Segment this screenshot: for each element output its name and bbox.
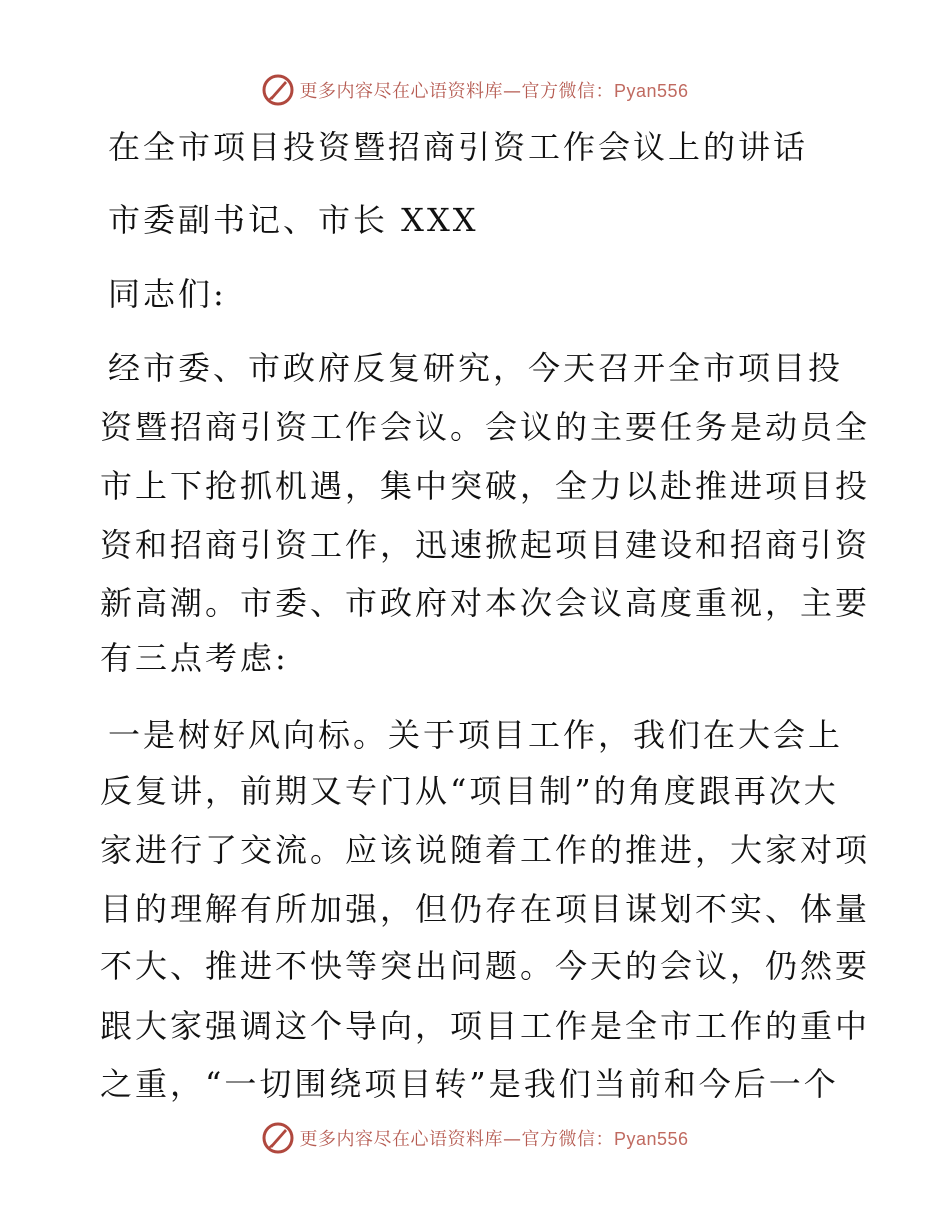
watermark-text: 更多内容尽在心语资料库—官方微信：Pyan556: [299, 1129, 689, 1150]
paragraph-line: 之重，“一切围绕项目转”是我们当前和今后一个: [100, 1065, 839, 1103]
greeting: 同志们:: [108, 275, 227, 313]
document-title: 在全市项目投资暨招商引资工作会议上的讲话: [108, 128, 809, 166]
watermark-text: 更多内容尽在心语资料库—官方微信：Pyan556: [299, 81, 689, 102]
paragraph-line: 有三点考虑:: [100, 639, 289, 677]
paragraph-line: 一是树好风向标。关于项目工作，我们在大会上: [108, 716, 844, 754]
speaker-line: 市委副书记、市长 XXX: [108, 201, 479, 239]
paragraph-line: 跟大家强调这个导向，项目工作是全市工作的重中: [100, 1007, 871, 1045]
quill-logo-icon: [261, 73, 295, 107]
paragraph-line: 经市委、市政府反复研究，今天召开全市项目投: [108, 349, 844, 387]
paragraph-line: 市上下抢抓机遇，集中突破，全力以赴推进项目投: [100, 467, 871, 505]
header-watermark-banner: [0, 70, 950, 110]
paragraph-line: 家进行了交流。应该说随着工作的推进，大家对项: [100, 831, 871, 869]
quill-logo-icon: [261, 1121, 295, 1155]
paragraph-line: 资暨招商引资工作会议。会议的主要任务是动员全: [100, 408, 871, 446]
paragraph-line: 新高潮。市委、市政府对本次会议高度重视，主要: [100, 584, 871, 622]
paragraph-line: 反复讲，前期又专门从“项目制”的角度跟再次大: [100, 772, 839, 810]
paragraph-line: 资和招商引资工作，迅速掀起项目建设和招商引资: [100, 526, 871, 564]
footer-watermark-banner: [0, 1118, 950, 1158]
paragraph-line: 不大、推进不快等突出问题。今天的会议，仍然要: [100, 947, 871, 985]
paragraph-line: 目的理解有所加强，但仍存在项目谋划不实、体量: [100, 890, 871, 928]
